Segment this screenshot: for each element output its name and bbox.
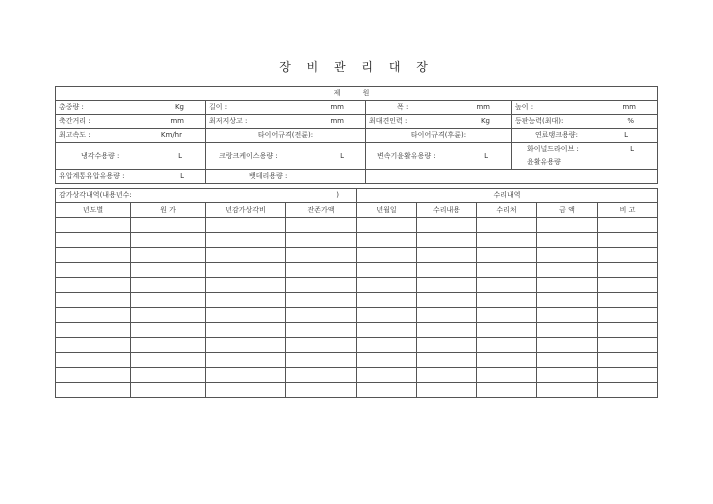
ledger-cell[interactable] xyxy=(537,293,598,308)
spec-row-3 xyxy=(56,129,658,143)
ledger-row xyxy=(56,338,658,353)
ledger-cell[interactable] xyxy=(357,233,417,248)
col-annual-depreciation: 년감가상각비 xyxy=(206,203,286,218)
ledger-cell[interactable] xyxy=(56,248,131,263)
ledger-cell[interactable] xyxy=(131,293,206,308)
crankcase-unit: L xyxy=(340,152,344,160)
ledger-cell[interactable] xyxy=(417,338,477,353)
ledger-cell[interactable] xyxy=(537,323,598,338)
ledger-cell[interactable] xyxy=(417,308,477,323)
ledger-cell[interactable] xyxy=(537,233,598,248)
ledger-cell[interactable] xyxy=(286,368,357,383)
ledger-cell[interactable] xyxy=(131,323,206,338)
ledger-cell[interactable] xyxy=(286,218,357,233)
ledger-cell[interactable] xyxy=(357,353,417,368)
ledger-cell[interactable] xyxy=(357,323,417,338)
ledger-cell[interactable] xyxy=(477,383,537,398)
col-repair-content: 수리내용 xyxy=(417,203,477,218)
ledger-cell[interactable] xyxy=(206,263,286,278)
ledger-cell[interactable] xyxy=(417,293,477,308)
gross-weight-unit: Kg xyxy=(174,103,184,111)
front-tire-label: 타이어규격(전륜): xyxy=(257,131,314,139)
ledger-cell[interactable] xyxy=(477,233,537,248)
ledger-cell[interactable] xyxy=(537,278,598,293)
ledger-row xyxy=(56,368,658,383)
ledger-cell[interactable] xyxy=(537,218,598,233)
ledger-cell[interactable] xyxy=(537,368,598,383)
spec-row-5 xyxy=(56,170,658,184)
ledger-cell[interactable] xyxy=(56,353,131,368)
ledger-cell[interactable] xyxy=(357,263,417,278)
ledger-cell[interactable] xyxy=(56,218,131,233)
repair-label: 수리내역 xyxy=(357,189,658,203)
ledger-row xyxy=(56,323,658,338)
spec-row-4 xyxy=(56,143,658,170)
ledger-row xyxy=(56,263,658,278)
col-residual-value: 잔존가액 xyxy=(286,203,357,218)
ledger-cell[interactable] xyxy=(477,218,537,233)
ledger-cell[interactable] xyxy=(417,218,477,233)
ledger-cell[interactable] xyxy=(598,278,658,293)
rear-tire-label: 타이어규격(후륜): xyxy=(410,131,467,139)
width-unit: mm xyxy=(476,103,490,111)
ledger-cell[interactable] xyxy=(357,338,417,353)
max-speed-unit: Km/hr xyxy=(160,131,182,139)
ledger-cell[interactable] xyxy=(357,308,417,323)
ledger-cell[interactable] xyxy=(598,263,658,278)
spec-header: 제 원 xyxy=(56,87,658,101)
ledger-cell[interactable] xyxy=(56,323,131,338)
ledger-cell[interactable] xyxy=(357,368,417,383)
length-label: 길이 : xyxy=(209,103,228,111)
ledger-cell[interactable] xyxy=(56,368,131,383)
spec-table xyxy=(55,86,658,184)
col-remarks: 비 고 xyxy=(598,203,658,218)
ledger-cell[interactable] xyxy=(286,248,357,263)
ledger-row xyxy=(56,353,658,368)
ledger-row xyxy=(56,308,658,323)
ledger-cell[interactable] xyxy=(131,383,206,398)
ledger-cell[interactable] xyxy=(477,308,537,323)
final-drive-label: 화이널드라이브 : xyxy=(527,145,579,153)
ledger-cell[interactable] xyxy=(477,368,537,383)
page-title: 장 비 관 리 대 장 xyxy=(279,60,434,74)
ledger-cell[interactable] xyxy=(417,323,477,338)
ledger-cell[interactable] xyxy=(598,323,658,338)
ledger-row xyxy=(56,278,658,293)
ledger-cell[interactable] xyxy=(417,278,477,293)
wheelbase-unit: mm xyxy=(170,117,184,125)
coolant-label: 냉각수용량 : xyxy=(81,152,120,160)
ledger-cell[interactable] xyxy=(477,353,537,368)
ledger-cell[interactable] xyxy=(537,308,598,323)
transmission-oil-unit: L xyxy=(484,152,488,160)
ledger-row xyxy=(56,248,658,263)
ledger-cell[interactable] xyxy=(206,233,286,248)
width-label: 폭 : xyxy=(397,103,409,111)
ledger-cell[interactable] xyxy=(56,308,131,323)
col-repair-shop: 수리처 xyxy=(477,203,537,218)
hydraulic-oil-label: 유압계통유압유용량 : xyxy=(59,172,125,180)
section-header-row xyxy=(56,189,658,203)
ledger-cell[interactable] xyxy=(131,263,206,278)
ledger-cell[interactable] xyxy=(56,278,131,293)
ground-clearance-label: 최저지상고 : xyxy=(209,117,248,125)
battery-label: 뱃데리용량 : xyxy=(249,172,288,180)
ledger-cell[interactable] xyxy=(598,233,658,248)
ledger-cell[interactable] xyxy=(417,353,477,368)
ledger-table xyxy=(55,188,658,398)
length-unit: mm xyxy=(330,103,344,111)
ledger-cell[interactable] xyxy=(131,278,206,293)
ledger-cell[interactable] xyxy=(598,293,658,308)
height-unit: mm xyxy=(622,103,636,111)
ledger-cell[interactable] xyxy=(417,368,477,383)
ledger-cell[interactable] xyxy=(131,368,206,383)
ledger-cell[interactable] xyxy=(286,353,357,368)
ledger-cell[interactable] xyxy=(206,308,286,323)
ledger-cell[interactable] xyxy=(477,323,537,338)
max-speed-label: 최고속도 : xyxy=(59,131,91,139)
ledger-cell[interactable] xyxy=(286,308,357,323)
ledger-body xyxy=(56,218,658,398)
transmission-oil-label: 변속기윤활유용량 : xyxy=(377,152,436,160)
final-drive-oil-label: 윤활유용량 xyxy=(527,158,561,166)
ledger-cell[interactable] xyxy=(537,353,598,368)
depreciation-close: ) xyxy=(336,191,340,199)
ledger-cell[interactable] xyxy=(286,383,357,398)
crankcase-label: 크랑크케이스용량 : xyxy=(219,152,278,160)
ledger-cell[interactable] xyxy=(477,248,537,263)
ledger-cell[interactable] xyxy=(598,368,658,383)
ledger-cell[interactable] xyxy=(286,338,357,353)
ledger-cell[interactable] xyxy=(598,218,658,233)
ledger-cell[interactable] xyxy=(286,323,357,338)
ledger-cell[interactable] xyxy=(598,353,658,368)
ledger-cell[interactable] xyxy=(131,308,206,323)
ledger-cell[interactable] xyxy=(357,218,417,233)
ledger-cell[interactable] xyxy=(206,323,286,338)
wheelbase-label: 축간거리 : xyxy=(59,117,91,125)
fuel-tank-unit: L xyxy=(624,131,628,139)
hydraulic-oil-unit: L xyxy=(180,172,184,180)
ledger-cell[interactable] xyxy=(417,233,477,248)
ledger-cell[interactable] xyxy=(357,278,417,293)
ledger-cell[interactable] xyxy=(477,338,537,353)
ledger-row xyxy=(56,218,658,233)
ledger-cell[interactable] xyxy=(286,293,357,308)
height-label: 높이 : xyxy=(515,103,534,111)
ledger-cell[interactable] xyxy=(56,338,131,353)
ledger-cell[interactable] xyxy=(206,338,286,353)
ledger-cell[interactable] xyxy=(598,338,658,353)
ledger-cell[interactable] xyxy=(206,383,286,398)
ledger-cell[interactable] xyxy=(598,308,658,323)
ledger-cell[interactable] xyxy=(206,353,286,368)
col-cost: 원 가 xyxy=(131,203,206,218)
spec-row-1 xyxy=(56,101,658,115)
ledger-cell[interactable] xyxy=(357,293,417,308)
ledger-cell[interactable] xyxy=(357,248,417,263)
ledger-cell[interactable] xyxy=(131,233,206,248)
grade-ability-label: 등판능력(최대): xyxy=(515,117,564,125)
ledger-cell[interactable] xyxy=(477,263,537,278)
ledger-row xyxy=(56,383,658,398)
ledger-cell[interactable] xyxy=(417,383,477,398)
ledger-row xyxy=(56,233,658,248)
ledger-cell[interactable] xyxy=(477,293,537,308)
ledger-cell[interactable] xyxy=(537,338,598,353)
ledger-cell[interactable] xyxy=(286,233,357,248)
ledger-cell[interactable] xyxy=(286,263,357,278)
ledger-row xyxy=(56,293,658,308)
ledger-cell[interactable] xyxy=(56,263,131,278)
ledger-cell[interactable] xyxy=(131,338,206,353)
ledger-cell[interactable] xyxy=(417,248,477,263)
ledger-cell[interactable] xyxy=(131,353,206,368)
ledger-cell[interactable] xyxy=(56,383,131,398)
column-header-row xyxy=(56,203,658,218)
ledger-cell[interactable] xyxy=(56,293,131,308)
max-traction-label: 최대견인력 : xyxy=(369,117,408,125)
col-year: 년도별 xyxy=(56,203,131,218)
ledger-cell[interactable] xyxy=(206,248,286,263)
ledger-cell[interactable] xyxy=(206,293,286,308)
ledger-cell[interactable] xyxy=(537,248,598,263)
ledger-cell[interactable] xyxy=(357,383,417,398)
max-traction-unit: Kg xyxy=(480,117,490,125)
ledger-cell[interactable] xyxy=(56,233,131,248)
ledger-cell[interactable] xyxy=(206,368,286,383)
ledger-cell[interactable] xyxy=(598,383,658,398)
ledger-cell[interactable] xyxy=(477,278,537,293)
ledger-cell[interactable] xyxy=(417,263,477,278)
ground-clearance-unit: mm xyxy=(330,117,344,125)
spec-row-2 xyxy=(56,115,658,129)
final-drive-unit: L xyxy=(630,145,634,153)
gross-weight-label: 총중량 : xyxy=(59,103,84,111)
ledger-cell[interactable] xyxy=(598,248,658,263)
ledger-cell[interactable] xyxy=(131,248,206,263)
ledger-cell[interactable] xyxy=(206,278,286,293)
grade-ability-unit: % xyxy=(627,117,634,125)
ledger-cell[interactable] xyxy=(206,218,286,233)
col-date: 년월일 xyxy=(357,203,417,218)
ledger-cell[interactable] xyxy=(286,278,357,293)
ledger-cell[interactable] xyxy=(537,383,598,398)
ledger-cell[interactable] xyxy=(537,263,598,278)
ledger-cell[interactable] xyxy=(131,218,206,233)
fuel-tank-label: 연료탱크용량: xyxy=(535,131,578,139)
depreciation-label: 감가상각내역(내용년수: xyxy=(59,191,132,199)
col-amount: 금 액 xyxy=(537,203,598,218)
coolant-unit: L xyxy=(178,152,182,160)
